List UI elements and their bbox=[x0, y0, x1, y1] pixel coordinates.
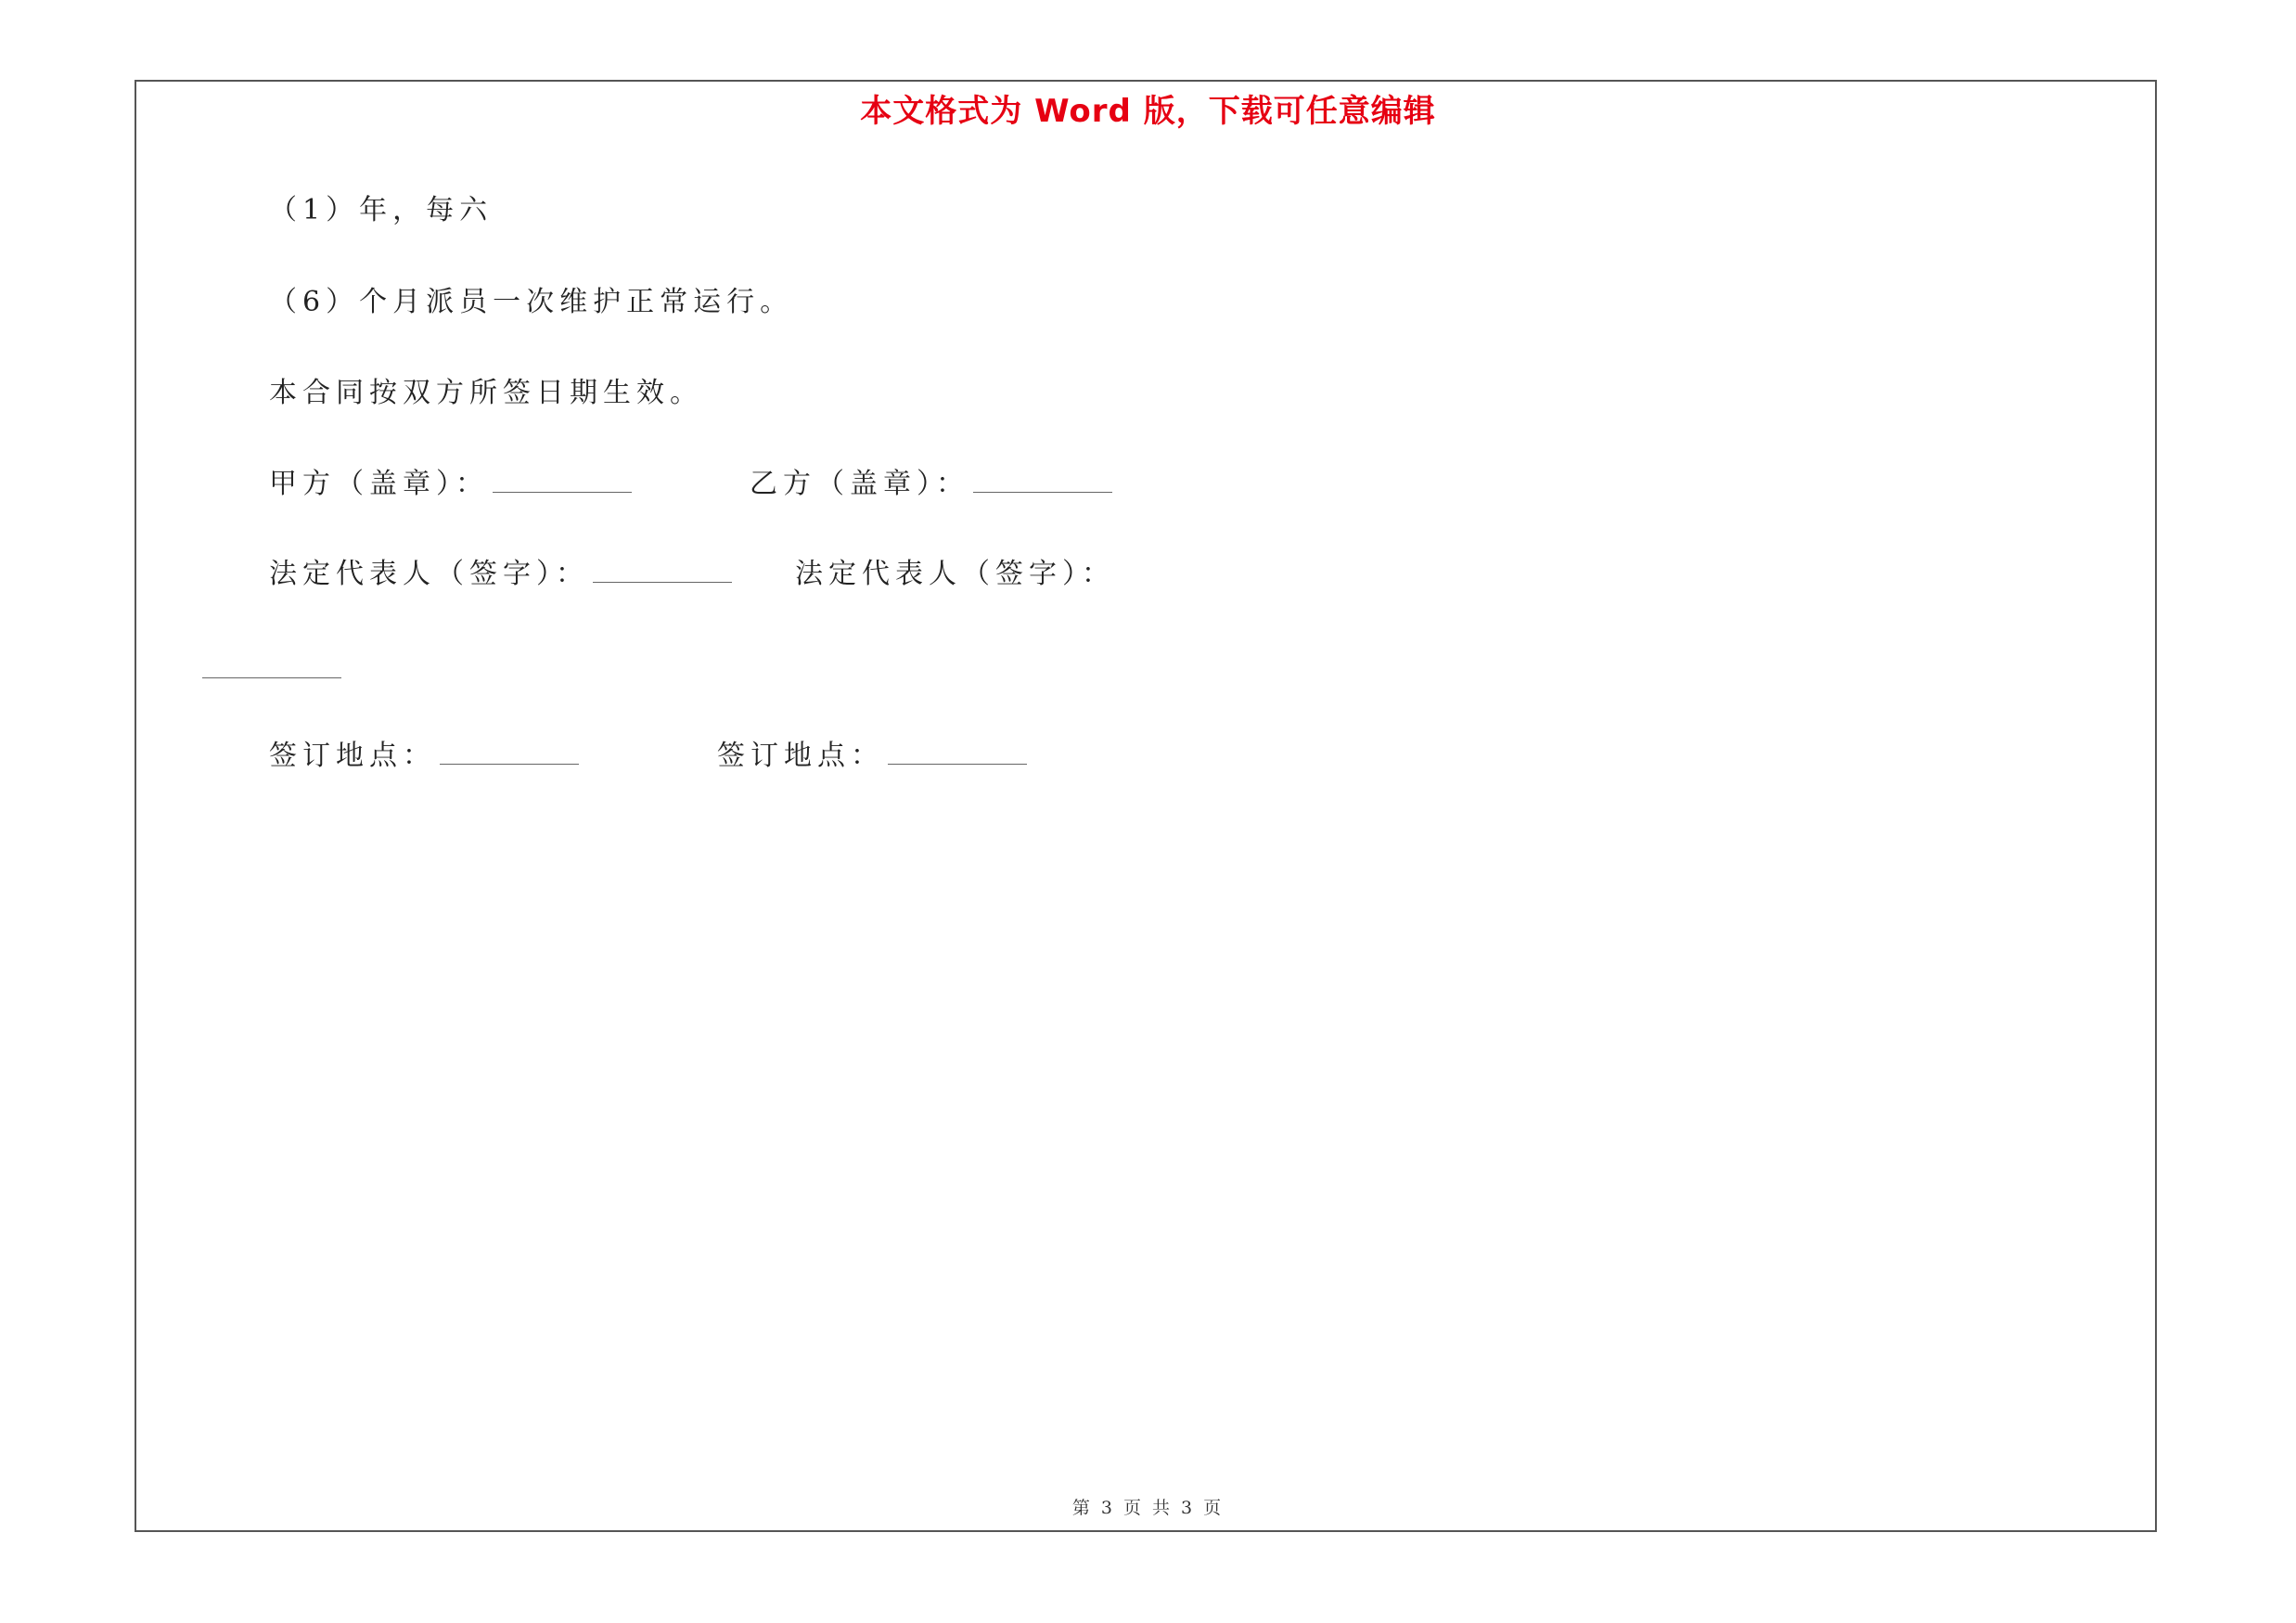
party-a-seal-row bbox=[269, 466, 632, 503]
party-a-seal-label: 甲方（盖章）： bbox=[269, 468, 489, 500]
effective-clause-text: 本合同按双方所签日期生效。 bbox=[269, 377, 703, 409]
rep-a-row bbox=[269, 556, 732, 593]
place-a-label: 签订地点： bbox=[269, 740, 436, 772]
rep-b-row bbox=[795, 556, 1115, 593]
rep-a-label: 法定代表人（签字）： bbox=[269, 558, 589, 590]
rep-b-blank-row bbox=[202, 651, 341, 689]
header-banner: 本文格式为 Word 版，下载可任意编辑 bbox=[860, 93, 1436, 130]
place-b-label: 签订地点： bbox=[717, 740, 884, 772]
rep-b-blank[interactable] bbox=[202, 653, 341, 678]
party-a-seal-blank[interactable] bbox=[493, 468, 632, 493]
party-b-seal-label: 乙方（盖章）： bbox=[750, 468, 969, 500]
clause-line-2 bbox=[269, 284, 793, 321]
clause-text-1: （1）年，每六 bbox=[269, 194, 494, 226]
rep-a-blank[interactable] bbox=[593, 558, 732, 583]
place-b-blank[interactable] bbox=[888, 740, 1027, 765]
clause-line-1 bbox=[269, 192, 493, 229]
page-footer: 第 3 页 共 3 页 bbox=[1071, 1498, 1225, 1518]
place-b-row bbox=[717, 738, 1027, 775]
place-a-row bbox=[269, 738, 579, 775]
place-a-blank[interactable] bbox=[440, 740, 579, 765]
rep-b-label: 法定代表人（签字）： bbox=[795, 558, 1115, 590]
party-b-seal-blank[interactable] bbox=[973, 468, 1112, 493]
effective-clause bbox=[269, 375, 703, 412]
clause-text-2: （6）个月派员一次维护正常运行。 bbox=[269, 286, 794, 318]
party-b-seal-row bbox=[750, 466, 1112, 503]
